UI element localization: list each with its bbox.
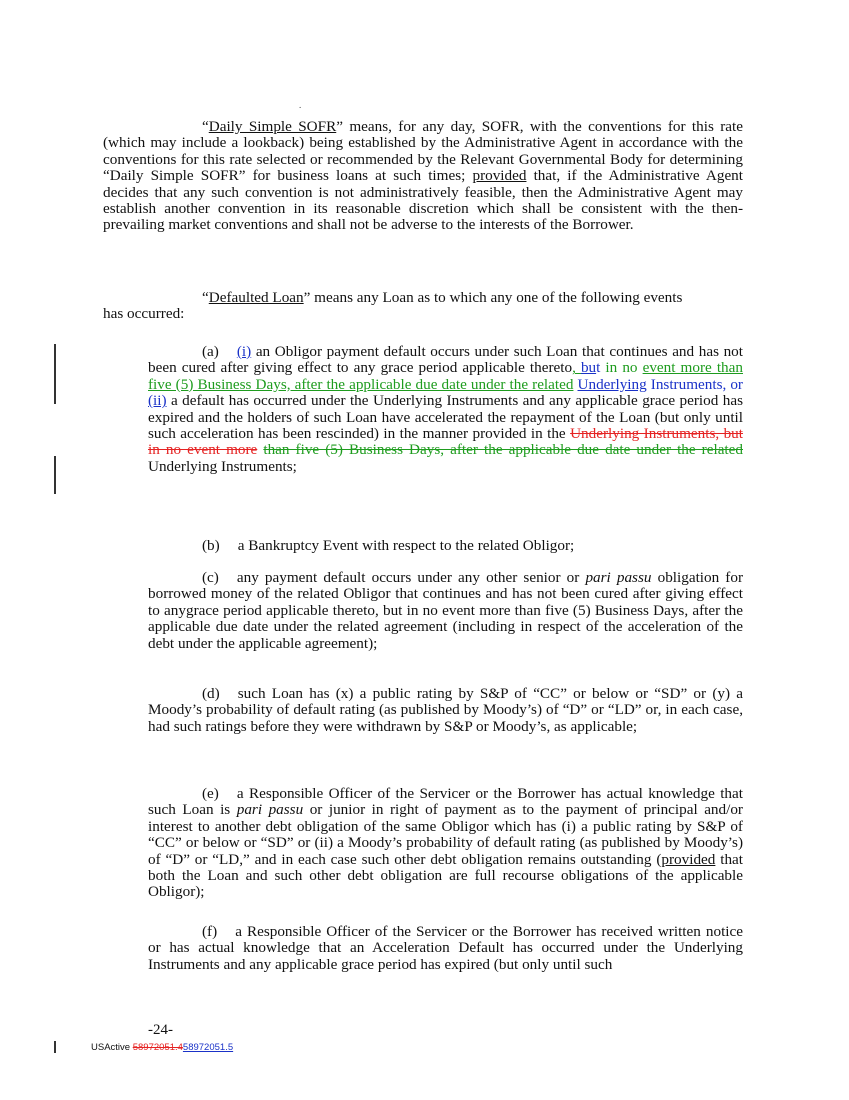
item-c-text-2: obligation for borrowed money of the related Obligor that continues and has not been cured after giving effect to anygrace period applicable thereto, but in no event more than five (5) Business Days, after the applicable due date under the related agreement (including in respect of the acceleration of the debt under the applicable agreement); [148,569,744,652]
item-a-del-green: than five (5) Business Days, after the applicable due date under the related [263,441,743,459]
item-a [148,344,743,475]
item-a-ins-underlying: Underlying [577,375,647,393]
item-a-ins-but: bu [580,359,597,377]
item-e [148,786,743,901]
item-f [148,924,743,973]
term-defaulted-loan: Defaulted Loan [208,289,304,306]
definition-daily-simple-sofr: “Daily Simple SOFR” means, for any day, SOFR, with the conventions for this rate (which may include a lookback) being established by the Administrative Agent in accordance with the conventions for this rate selected or recommended by the Relevant Governmental Body for determining “Daily Simple SOFR” for business loans at such times; provided that, if the Administrative Agent decides that any such convention is not administratively feasible, then the Administrative Agent may establish another convention in its reasonable discretion which shall be consistent with the then-prevailing market conventions and shall not be adverse to the interests of the Borrower. [103,118,744,234]
defaulted-text-1: ” means any Loan as to which any one of the following events [303,289,683,306]
item-f-label: (f) [202,923,218,940]
definition-defaulted-loan: “Defaulted Loan” means any Loan as to which any one of the following events has occurred: [103,289,683,323]
item-b [148,538,743,554]
item-d [148,686,743,735]
item-a-ins-green-plain: in no [600,359,638,377]
item-c-text-1: any payment default occurs under any other senior or [236,569,586,586]
item-e-italic: pari passu [236,801,304,819]
change-bar [54,456,56,494]
sofr-text-1: ” means, for any day, SOFR, with the conventions for this rate (which may include a lookback) being established by the Administrative Agent in accordance with the conventions for this rate selected or recommended by the Relevant Governmental Body for determining “Daily Simple SOFR” for business loans at such times; [103,118,743,185]
footer-prefix: USActive [91,1042,133,1053]
item-e-text-2: or junior in right of payment as to the payment of principal and/or interest to another debt obligation of the same Obligor which has (i) a public rating by S&P of “CC” or below or “SD” or (ii) a Moody’s probability of default rating (as published by Moody’s) of “D” or “LD,” and in each case such other debt obligation remains outstanding ( [148,801,743,868]
item-b-text: a Bankruptcy Event with respect to the related Obligor; [237,537,575,554]
item-e-text-1: a Responsible Officer of the Servicer or the Borrower has actual knowledge that such Loan is [148,785,743,819]
stray-dot: . [299,100,302,110]
item-a-del-red: Underlying Instruments, but in no event more [148,425,743,459]
item-c-italic: pari passu [585,569,652,586]
change-bar [54,344,56,404]
item-d-text: such Loan has (x) a public rating by S&P of “CC” or below or “SD” or (y) a Moody’s probability of default rating (as published by Moody’s) of “D” or “LD” or, in each case, had such ratings before they were withdrawn by S&P or Moody’s, as applicable; [148,685,743,735]
change-bar [54,1041,56,1053]
footer-inserted-id: 58972051.5 [182,1042,234,1053]
page-number: -24- [148,1022,173,1038]
item-a-text-3: Underlying Instruments; [148,457,297,475]
item-d-label: (d) [202,685,220,702]
item-c-label: (c) [202,569,219,586]
item-e-text-3: that both the Loan and such other debt obligation are full recourse obligations of the applicable Obligor); [148,850,743,901]
footer-doc-id [91,1042,233,1053]
item-a-ins-t: t [596,359,601,377]
defaulted-text-2: has occurred: [103,305,185,323]
item-a-mark-i: (i) [236,343,252,360]
item-b-label: (b) [202,537,220,554]
item-a-text-2: a default has occurred under the Underlying Instruments and any applicable grace period has expired and the holders of such Loan have accelerated the repayment of the Loan (but only until such acceleration has been rescinded) in the manner provided in the [148,392,743,443]
term-daily-simple-sofr: Daily Simple SOFR [208,118,337,135]
item-a-ins-green: event more than five (5) Business Days, after the applicable due date under the related [148,359,743,393]
item-f-text: a Responsible Officer of the Servicer or the Borrower has received written notice or has actual knowledge that an Acceleration Default has occurred under the Underlying Instruments and any applicable grace period has expired (but only until such [148,923,743,973]
item-a-mark-ii: (ii) [148,392,167,410]
item-a-ins-comma: , [572,359,581,377]
sofr-text-2: that, if the Administrative Agent decides that any such convention is not administratively feasible, then the Administrative Agent may establish another convention in its reasonable discretion which shall be consistent with the then-prevailing market conventions and shall not be adverse to the interests of the Borrower. [103,167,744,234]
sofr-provided: provided [472,167,527,185]
item-a-text-1: an Obligor payment default occurs under such Loan that continues and has not been cured after giving effect to any grace period applicable thereto [148,343,743,377]
footer-deleted-id: 58972051.4 [132,1042,183,1053]
item-e-provided: provided [661,850,716,868]
item-a-ins-instruments: Instruments, or [646,375,743,393]
item-a-label: (a) [202,343,219,360]
item-c [148,570,743,652]
item-e-label: (e) [202,785,219,802]
